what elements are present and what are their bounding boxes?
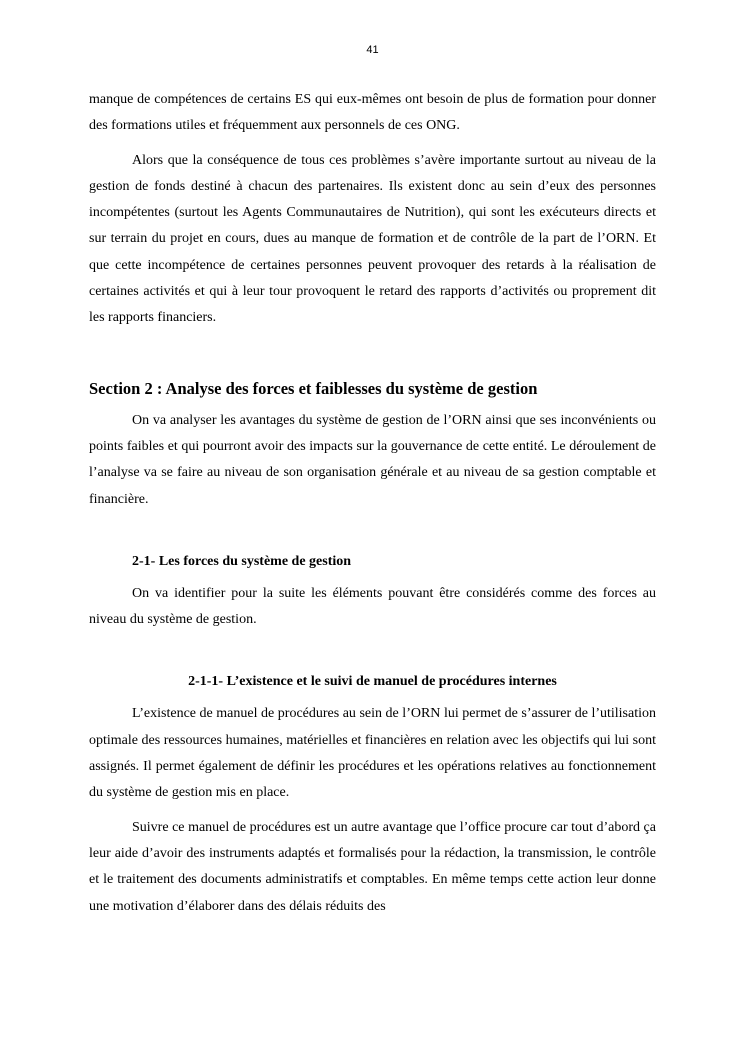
subsubsection-heading: 2-1-1- L’existence et le suivi de manuel de procédures internes bbox=[188, 674, 557, 690]
page-number: 41 bbox=[366, 44, 379, 56]
paragraph: L’existence de manuel de procédures au sein de l’ORN lui permet de s’assurer de l’utilisation optimale des ressources humaines, matérielles et financières en relation avec les objectifs qui lui sont assignés. Il permet également de définir les procédures et les opérations relatives au fonctionnement du système de gestion mis en place. bbox=[89, 706, 656, 801]
paragraph: Alors que la conséquence de tous ces problèmes s’avère importante surtout au niveau de la gestion de fonds destiné à chacun des partenaires. Ils existent donc au sein d’eux des personnes incompétentes (surtout les Agents Communautaires de Nutrition), qui sont les exécuteurs directs et sur terrain du projet en cours, dues au manque de formation et de contrôle de la part de l’ORN. Et que cette incompétence de certaines personnes peuvent provoquer des retards à la réalisation de certaines activités et qui à leur tour provoquent le retard des rapports d’activités ou proprement dit les rapports financiers. bbox=[89, 152, 656, 326]
paragraph: Suivre ce manuel de procédures est un autre avantage que l’office procure car tout d’abord ça leur aide d’avoir des instruments adaptés et formalisés pour la rédaction, la transmission, le contrôle et le traitement des documents administratifs et comptables. En même temps cette action leur donne une motivation d’élaborer dans des délais réduits des bbox=[89, 819, 656, 914]
subsection-heading: 2-1- Les forces du système de gestion bbox=[132, 553, 352, 569]
section-heading: Section 2 : Analyse des forces et faiblesses du système de gestion bbox=[89, 378, 538, 398]
paragraph-continuation: manque de compétences de certains ES qui eux-mêmes ont besoin de plus de formation pour donner des formations utiles et fréquemment aux personnels de ces ONG. bbox=[89, 92, 656, 134]
paragraph: On va analyser les avantages du système de gestion de l’ORN ainsi que ses inconvénients ou points faibles et qui pourront avoir des impacts sur la gouvernance de cette entité. Le déroulement de l’analyse va se faire au niveau de son organisation générale et au niveau de sa gestion comptable et financière. bbox=[89, 412, 656, 507]
document-body bbox=[89, 87, 656, 920]
paragraph: On va identifier pour la suite les éléments pouvant être considérés comme des forces au niveau du système de gestion. bbox=[89, 585, 656, 628]
